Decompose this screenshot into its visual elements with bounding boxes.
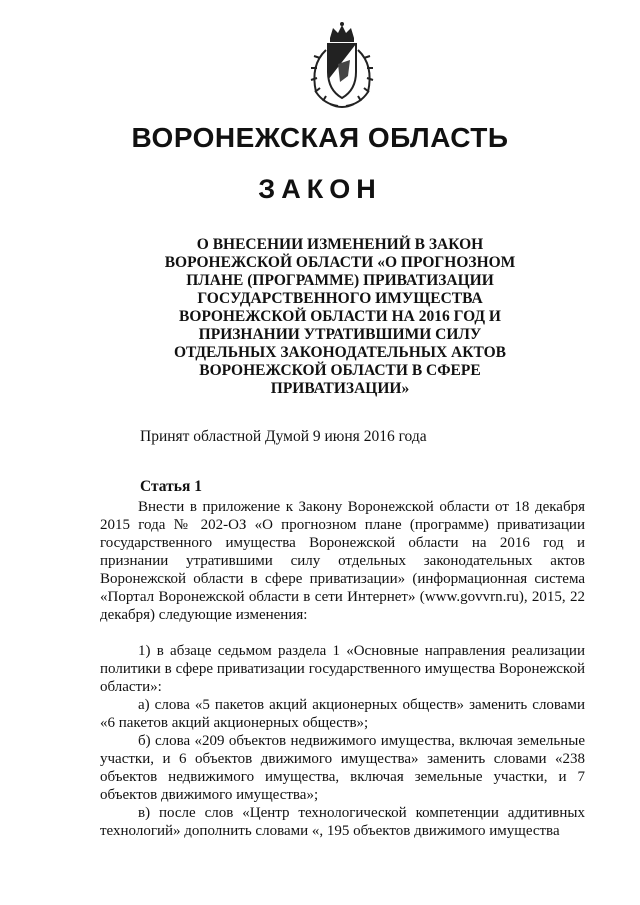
law-title — [160, 236, 520, 398]
article-intro: Внести в приложение к Закону Воронежской области от 18 декабря 2015 года № 202-ОЗ «О прогнозном плане (программе) приватизации государственного имущества Воронежской области на 2016 год и признании утратившими силу отдельных законодательных актов Воронежской области в сфере приватизации» (информационная система «Портал Воронежской области в сети Интернет» (www.govvrn.ru), 2015, 22 декабря) следующие изменения: — [100, 499, 585, 623]
law-title-line: ОТДЕЛЬНЫХ ЗАКОНОДАТЕЛЬНЫХ АКТОВ — [173, 344, 507, 361]
article-heading: Статья 1 — [140, 478, 202, 495]
law-title-line: ВОРОНЕЖСКОЙ ОБЛАСТИ НА 2016 ГОД И — [179, 308, 501, 325]
law-title-line: ГОСУДАРСТВЕННОГО ИМУЩЕСТВА — [197, 290, 483, 307]
law-title-line: ПЛАНЕ (ПРОГРАММЕ) ПРИВАТИЗАЦИИ — [186, 272, 494, 289]
coat-of-arms-icon — [302, 20, 382, 112]
article-item-b: б) слова «209 объектов недвижимого имущества, включая земельные участки, и 6 объектов движимого имущества» заменить словами «238 объектов недвижимого имущества, включая земельные участки, и 7 объектов движимого имущества»; — [100, 733, 585, 803]
adoption-line: Принят областной Думой 9 июня 2016 года — [140, 428, 427, 445]
article-item-a: а) слова «5 пакетов акций акционерных обществ» заменить словами «6 пакетов акций акционерных обществ»; — [100, 697, 585, 731]
law-title-line: ВОРОНЕЖСКОЙ ОБЛАСТИ «О ПРОГНОЗНОМ — [164, 254, 516, 271]
law-title-line: ПРИВАТИЗАЦИИ» — [270, 380, 410, 397]
article-body — [100, 498, 585, 840]
law-title-line: ПРИЗНАНИИ УТРАТИВШИМИ СИЛУ — [198, 326, 482, 343]
law-title-line: О ВНЕСЕНИИ ИЗМЕНЕНИЙ В ЗАКОН — [196, 236, 484, 253]
article-item-1: 1) в абзаце седьмом раздела 1 «Основные направления реализации политики в сфере приватизации государственного имущества Воронежской области»: — [100, 643, 585, 695]
region-title: ВОРОНЕЖСКАЯ ОБЛАСТЬ — [131, 122, 509, 153]
document-type: ЗАКОН — [258, 174, 382, 204]
article-item-c: в) после слов «Центр технологической компетенции аддитивных технологий» дополнить словами «, 195 объектов движимого имущества — [100, 805, 585, 839]
law-title-line: ВОРОНЕЖСКОЙ ОБЛАСТИ В СФЕРЕ — [199, 362, 481, 379]
